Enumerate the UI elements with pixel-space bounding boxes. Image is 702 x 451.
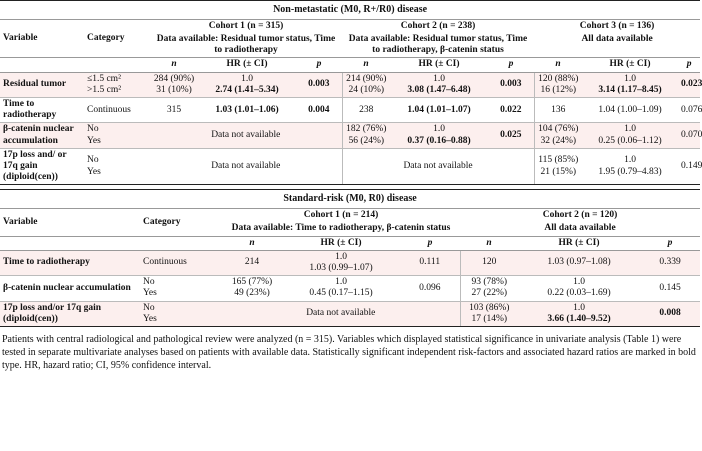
n-cell: 284 (90%) 31 (10%): [150, 72, 198, 97]
cohort-subtitle: All data available: [581, 34, 653, 44]
variable-cell: Time to radiotherapy: [0, 250, 140, 275]
table-row: [0, 98, 700, 123]
n-cell: 93 (78%) 27 (22%): [460, 276, 518, 301]
n-cell: 115 (85%) 21 (15%): [534, 148, 582, 185]
p-cell: 0.003: [488, 72, 534, 97]
cohort-title: Cohort 1 (n = 315): [208, 20, 284, 31]
hr-cell: 1.0 0.25 (0.06–1.12): [582, 123, 678, 148]
col-n: n: [342, 58, 390, 72]
col-n: n: [460, 236, 518, 250]
hr-cell: 1.04 (1.00–1.09): [582, 98, 678, 123]
p-cell: 0.008: [640, 301, 700, 326]
not-available-cell: Data not available: [342, 148, 534, 185]
category-cell: No Yes: [84, 148, 150, 185]
cohort-subtitle: Data available: Residual tumor status, Time to radiotherapy, β-catenin status: [348, 34, 528, 56]
cohort-title: Cohort 1 (n = 214): [303, 210, 379, 221]
p-cell: 0.149: [678, 148, 700, 185]
n-cell: 315: [150, 98, 198, 123]
col-n: n: [534, 58, 582, 72]
variable-cell: Time to radiotherapy: [0, 98, 84, 123]
hr-cell: 1.0 0.22 (0.03–1.69): [518, 276, 640, 301]
category-header: Category: [87, 33, 125, 43]
col-hr: HR (± CI): [582, 58, 678, 72]
n-cell: 120 (88%) 16 (12%): [534, 72, 582, 97]
category-cell: Continuous: [84, 98, 150, 123]
hr-cell: 1.03 (0.97–1.08): [518, 250, 640, 275]
table-row: [0, 148, 700, 185]
table-row: [0, 276, 700, 301]
p-cell: 0.023: [678, 72, 700, 97]
col-p: p: [296, 58, 342, 72]
hr-cell: 1.0 1.95 (0.79–4.83): [582, 148, 678, 185]
cohort-subtitle: All data available: [544, 223, 616, 234]
p-cell: 0.004: [296, 98, 342, 123]
hr-cell: 1.0 2.74 (1.41–5.34): [198, 72, 296, 97]
p-cell: 0.003: [296, 72, 342, 97]
n-cell: 214: [222, 250, 282, 275]
category-cell: Continuous: [140, 250, 222, 275]
cohort-title: Cohort 2 (n = 120): [542, 210, 618, 221]
table-row: [0, 301, 700, 326]
category-cell: ≤1.5 cm² >1.5 cm²: [84, 72, 150, 97]
p-cell: 0.076: [678, 98, 700, 123]
n-cell: 104 (76%) 32 (24%): [534, 123, 582, 148]
category-header: Category: [143, 216, 181, 227]
n-cell: 214 (90%) 24 (10%): [342, 72, 390, 97]
col-n: n: [150, 58, 198, 72]
col-hr: HR (± CI): [282, 236, 400, 250]
category-cell: No Yes: [84, 123, 150, 148]
p-cell: 0.022: [488, 98, 534, 123]
hr-cell: 1.0 0.37 (0.16–0.88): [390, 123, 488, 148]
section-title: Standard-risk (M0, R0) disease: [0, 190, 700, 209]
not-available-cell: Data not available: [150, 123, 342, 148]
hr-cell: 1.0 0.45 (0.17–1.15): [282, 276, 400, 301]
standard-risk-table: [0, 189, 700, 327]
hr-cell: 1.0 3.08 (1.47–6.48): [390, 72, 488, 97]
col-p: p: [400, 236, 460, 250]
col-hr: HR (± CI): [390, 58, 488, 72]
n-cell: 238: [342, 98, 390, 123]
cohort-title: Cohort 3 (n = 136): [579, 20, 655, 31]
hr-cell: 1.04 (1.01–1.07): [390, 98, 488, 123]
cohort-subtitle: Data available: Residual tumor status, Time to radiotherapy: [156, 34, 336, 56]
p-cell: 0.339: [640, 250, 700, 275]
variable-cell: 17p loss and/ or 17q gain (diploid(cen)): [0, 148, 84, 185]
n-cell: 136: [534, 98, 582, 123]
non-metastatic-table: [0, 0, 700, 185]
p-cell: 0.111: [400, 250, 460, 275]
n-cell: 165 (77%) 49 (23%): [222, 276, 282, 301]
category-cell: No Yes: [140, 276, 222, 301]
cohort-title: Cohort 2 (n = 238): [400, 20, 476, 31]
n-cell: 120: [460, 250, 518, 275]
p-cell: 0.025: [488, 123, 534, 148]
hr-cell: 1.0 3.14 (1.17–8.45): [582, 72, 678, 97]
variable-header: Variable: [3, 33, 38, 43]
hr-cell: 1.0 1.03 (0.99–1.07): [282, 250, 400, 275]
not-available-cell: Data not available: [222, 301, 460, 326]
col-hr: HR (± CI): [518, 236, 640, 250]
cohort-subtitle: Data available: Time to radiotherapy, β-catenin status: [231, 223, 451, 234]
col-p: p: [640, 236, 700, 250]
col-hr: HR (± CI): [198, 58, 296, 72]
col-p: p: [678, 58, 700, 72]
hr-cell: 1.0 3.66 (1.40–9.52): [518, 301, 640, 326]
table-row: [0, 250, 700, 275]
p-cell: 0.145: [640, 276, 700, 301]
category-cell: No Yes: [140, 301, 222, 326]
variable-header: Variable: [3, 216, 38, 227]
variable-cell: Residual tumor: [0, 72, 84, 97]
table-row: [0, 123, 700, 148]
n-cell: 103 (86%) 17 (14%): [460, 301, 518, 326]
hr-cell: 1.03 (1.01–1.06): [198, 98, 296, 123]
col-p: p: [488, 58, 534, 72]
table-row: [0, 72, 700, 97]
p-cell: 0.096: [400, 276, 460, 301]
variable-cell: β-catenin nuclear accumulation: [0, 123, 84, 148]
n-cell: 182 (76%) 56 (24%): [342, 123, 390, 148]
section-title: Non-metastatic (M0, R+/R0) disease: [0, 1, 700, 20]
p-cell: 0.070: [678, 123, 700, 148]
footnote: Patients with central radiological and pathological review were analyzed (n = 315). Variables which displayed statistical significance in univariate analysis (Table 1) were tested in separate multivariate analyses based on patients with available data. Statistically significant independent risk-factors and associated hazard ratios are marked in bold type. HR, hazard ratio; CI, 95% confidence interval.: [2, 334, 696, 372]
variable-cell: 17p loss and/or 17q gain (diploid(cen)): [0, 301, 140, 326]
col-n: n: [222, 236, 282, 250]
not-available-cell: Data not available: [150, 148, 342, 185]
variable-cell: β-catenin nuclear accumulation: [0, 276, 140, 301]
